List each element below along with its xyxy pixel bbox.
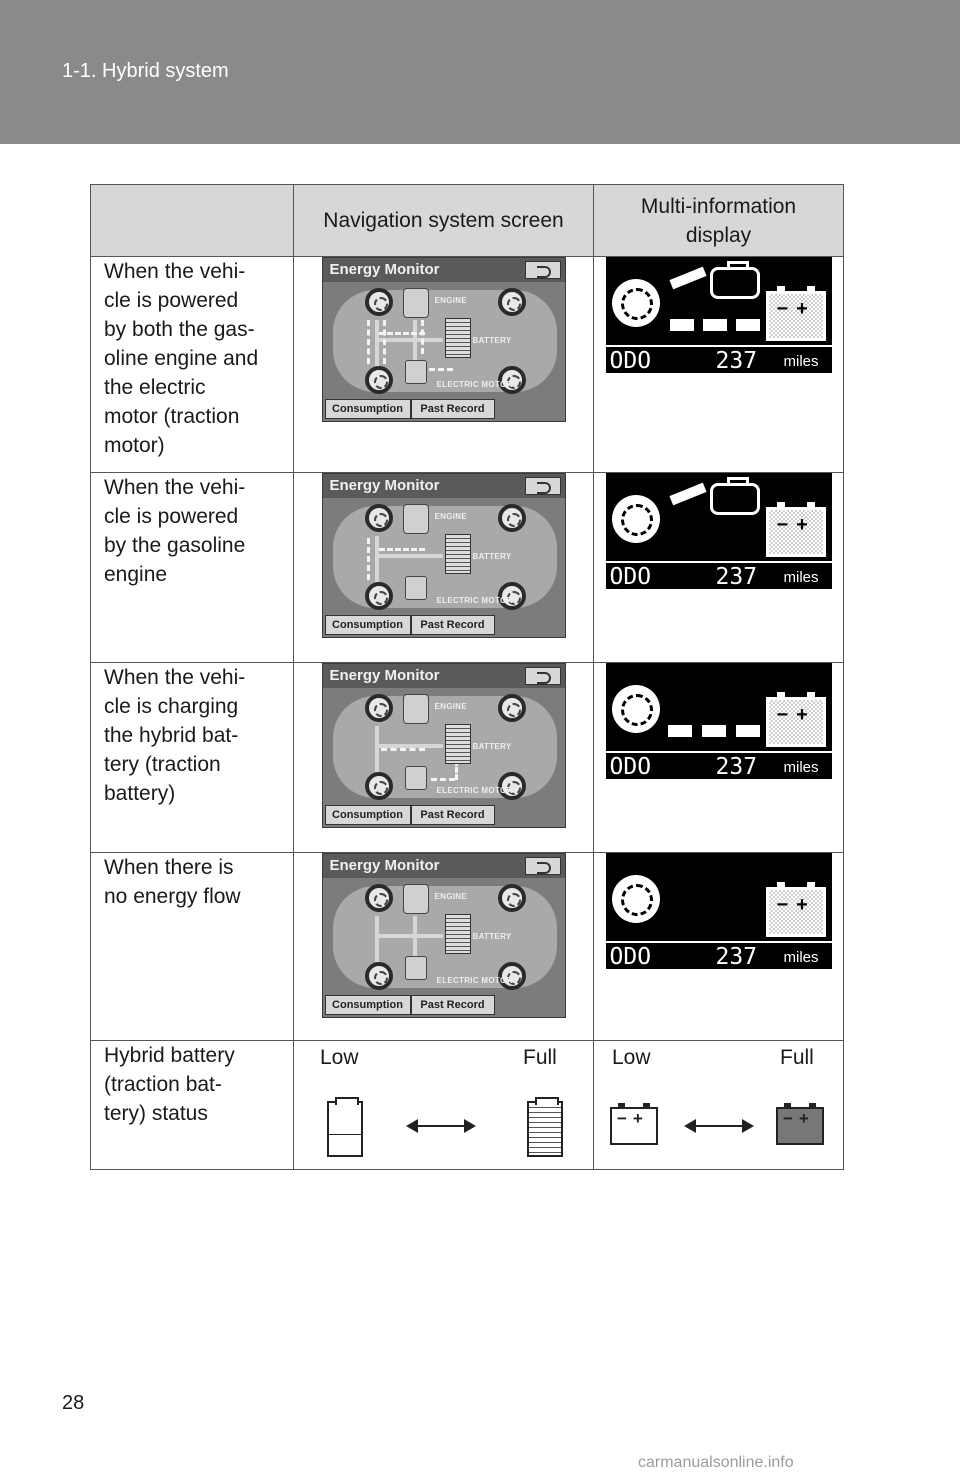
- flow-arrow: [670, 319, 760, 331]
- past-record-button: Past Record: [411, 995, 495, 1015]
- odo-value: 237: [715, 754, 758, 779]
- multi-info-display: [606, 473, 832, 589]
- double-arrow-icon: [408, 1125, 474, 1127]
- return-icon: [525, 857, 561, 875]
- battery-icon: [766, 507, 826, 557]
- nav-screen-cell: [294, 257, 594, 473]
- energy-monitor-title: Energy Monitor: [323, 258, 565, 282]
- engine-icon: [710, 267, 760, 299]
- wheel-icon: [498, 694, 526, 722]
- engine-icon: [403, 694, 429, 724]
- low-label: Low: [612, 1046, 651, 1069]
- mid-cell: [594, 853, 844, 1041]
- engine-icon: [403, 884, 429, 914]
- flow-arrow: [431, 778, 455, 781]
- odometer: [606, 751, 832, 779]
- wheel-icon: [612, 279, 660, 327]
- wheel-icon: [612, 685, 660, 733]
- nav-screen-cell: [294, 663, 594, 853]
- nav-status-cell: [294, 1041, 594, 1170]
- return-icon: [525, 261, 561, 279]
- flow-arrow: [421, 320, 424, 354]
- row-description: When the vehi- cle is charging the hybrid bat- tery (traction battery): [91, 663, 294, 853]
- engine-label: ENGINE: [434, 892, 467, 901]
- multi-info-display: [606, 663, 832, 779]
- energy-monitor-screen: [322, 853, 566, 1018]
- flow-pipe: [375, 934, 443, 938]
- motor-label: ELECTRIC MOTOR: [436, 380, 513, 389]
- motor-label: ELECTRIC MOTOR: [436, 976, 513, 985]
- battery-full-icon: [527, 1101, 563, 1157]
- motor-icon: [405, 360, 427, 384]
- battery-icon: [766, 291, 826, 341]
- battery-label: BATTERY: [472, 552, 512, 561]
- engine-label: ENGINE: [434, 512, 467, 521]
- wheel-icon: [612, 875, 660, 923]
- odo-value: 237: [715, 564, 758, 589]
- wheel-icon: [498, 504, 526, 532]
- flow-pipe: [375, 536, 379, 582]
- battery-symbols: −+: [776, 514, 816, 536]
- odo-unit: miles: [783, 569, 819, 586]
- consumption-button: Consumption: [325, 995, 411, 1015]
- motor-icon: [405, 576, 427, 600]
- engine-icon: [710, 483, 760, 515]
- header-blank: [91, 185, 294, 257]
- header-mid: Multi-information display: [594, 185, 844, 257]
- row-description: When there is no energy flow: [91, 853, 294, 1041]
- odometer: [606, 345, 832, 373]
- flow-pipe: [375, 320, 379, 366]
- engine-label: ENGINE: [434, 702, 467, 711]
- flow-pipe: [375, 554, 443, 558]
- full-label: Full: [780, 1046, 814, 1069]
- odo-value: 237: [715, 348, 758, 373]
- past-record-button: Past Record: [411, 615, 495, 635]
- motor-icon: [405, 766, 427, 790]
- odo-unit: miles: [783, 949, 819, 966]
- return-icon: [525, 667, 561, 685]
- battery-low-icon: [610, 1107, 658, 1145]
- wheel-icon: [365, 962, 393, 990]
- row-description: When the vehi- cle is powered by the gasoline engine: [91, 473, 294, 663]
- energy-monitor-screen: [322, 257, 566, 422]
- row-description: When the vehi- cle is powered by both the gas- oline engine and the electric motor (traction motor): [91, 257, 294, 473]
- wheel-icon: [612, 495, 660, 543]
- return-icon: [525, 477, 561, 495]
- double-arrow-icon: [686, 1125, 752, 1127]
- header-nav: Navigation system screen: [294, 185, 594, 257]
- page-number: 28: [62, 1392, 85, 1414]
- multi-info-display: [606, 257, 832, 373]
- odo-label: ODO: [609, 564, 652, 589]
- section-title: 1-1. Hybrid system: [62, 60, 229, 82]
- battery-symbols: −+: [776, 298, 816, 320]
- flow-arrow: [367, 538, 370, 580]
- flow-arrow: [429, 368, 453, 371]
- battery-low-icon: [327, 1101, 363, 1157]
- nav-battery-status: [294, 1041, 593, 1169]
- watermark: carmanualsonline.info: [638, 1454, 794, 1471]
- low-label: Low: [320, 1046, 359, 1069]
- wheel-icon: [498, 288, 526, 316]
- battery-symbols: −+: [776, 704, 816, 726]
- wheel-icon: [498, 884, 526, 912]
- mid-status-cell: [594, 1041, 844, 1170]
- wheel-icon: [365, 504, 393, 532]
- flow-arrow: [383, 320, 386, 364]
- flow-arrow: [379, 548, 425, 551]
- odo-unit: miles: [783, 759, 819, 776]
- table-row: [91, 257, 844, 473]
- mid-cell: [594, 473, 844, 663]
- page-header: [0, 0, 960, 144]
- table-row: [91, 663, 844, 853]
- motor-label: ELECTRIC MOTOR: [436, 596, 513, 605]
- flow-pipe: [375, 726, 379, 772]
- energy-monitor-screen: [322, 473, 566, 638]
- odo-unit: miles: [783, 353, 819, 370]
- energy-flow-table: [90, 184, 844, 1170]
- engine-icon: [403, 288, 429, 318]
- wheel-icon: [365, 288, 393, 316]
- odo-value: 237: [715, 944, 758, 969]
- flow-arrow: [367, 320, 370, 364]
- battery-icon: [445, 914, 471, 954]
- odo-label: ODO: [609, 754, 652, 779]
- energy-monitor-screen: [322, 663, 566, 828]
- battery-label: BATTERY: [472, 742, 512, 751]
- consumption-button: Consumption: [325, 399, 411, 419]
- consumption-button: Consumption: [325, 615, 411, 635]
- multi-info-display: [606, 853, 832, 969]
- energy-monitor-title: Energy Monitor: [323, 854, 565, 878]
- engine-icon: [403, 504, 429, 534]
- engine-label: ENGINE: [434, 296, 467, 305]
- mid-cell: [594, 663, 844, 853]
- nav-screen-cell: [294, 853, 594, 1041]
- consumption-button: Consumption: [325, 805, 411, 825]
- row-description: Hybrid battery (traction bat- tery) status: [91, 1041, 294, 1170]
- battery-label: BATTERY: [472, 932, 512, 941]
- battery-full-icon: [776, 1107, 824, 1145]
- battery-label: BATTERY: [472, 336, 512, 345]
- battery-symbols: −+: [783, 1109, 815, 1128]
- status-row: [91, 1041, 844, 1170]
- past-record-button: Past Record: [411, 805, 495, 825]
- full-label: Full: [523, 1046, 557, 1069]
- odo-label: ODO: [609, 944, 652, 969]
- battery-icon: [445, 724, 471, 764]
- odometer: [606, 941, 832, 969]
- flow-arrow: [668, 725, 760, 737]
- table-header-row: [91, 185, 844, 257]
- battery-symbols: −+: [617, 1109, 649, 1128]
- wheel-icon: [365, 582, 393, 610]
- wheel-icon: [365, 694, 393, 722]
- motor-label: ELECTRIC MOTOR: [436, 786, 513, 795]
- wheel-icon: [365, 772, 393, 800]
- battery-icon: [766, 697, 826, 747]
- odometer: [606, 561, 832, 589]
- battery-icon: [445, 534, 471, 574]
- motor-icon: [405, 956, 427, 980]
- mid-battery-status: [594, 1041, 843, 1169]
- nav-screen-cell: [294, 473, 594, 663]
- table-row: [91, 853, 844, 1041]
- past-record-button: Past Record: [411, 399, 495, 419]
- odo-label: ODO: [609, 348, 652, 373]
- flow-pipe: [375, 916, 379, 962]
- battery-icon: [445, 318, 471, 358]
- energy-monitor-title: Energy Monitor: [323, 664, 565, 688]
- battery-symbols: −+: [776, 894, 816, 916]
- wheel-icon: [365, 366, 393, 394]
- wheel-icon: [365, 884, 393, 912]
- flow-pipe: [413, 916, 417, 956]
- flow-arrow: [381, 748, 425, 751]
- flow-arrow: [379, 332, 425, 335]
- battery-icon: [766, 887, 826, 937]
- flow-pipe: [413, 320, 417, 360]
- energy-monitor-title: Energy Monitor: [323, 474, 565, 498]
- table-row: [91, 473, 844, 663]
- mid-cell: [594, 257, 844, 473]
